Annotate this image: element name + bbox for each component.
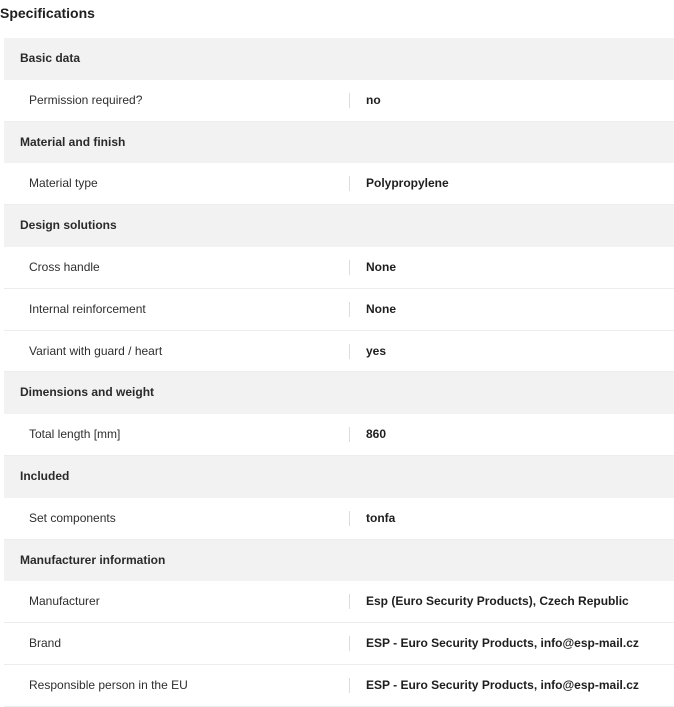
spec-value: Polypropylene xyxy=(366,176,449,191)
group-header-manufacturer-information xyxy=(4,540,674,582)
spec-label: Set components xyxy=(29,510,116,525)
column-divider xyxy=(349,344,350,359)
spec-row-brand xyxy=(4,623,674,665)
spec-row-cross-handle xyxy=(4,247,674,289)
specifications-table xyxy=(4,38,674,707)
spec-value: Esp (Euro Security Products), Czech Republic xyxy=(366,594,629,609)
spec-row-material-type xyxy=(4,163,674,205)
column-divider xyxy=(349,302,350,317)
spec-label: Material type xyxy=(29,176,98,191)
spec-row-variant-with-guard xyxy=(4,331,674,373)
group-label: Included xyxy=(20,468,70,483)
column-divider xyxy=(349,427,350,442)
spec-label: Cross handle xyxy=(29,259,100,274)
spec-label: Permission required? xyxy=(29,92,143,107)
group-header-included xyxy=(4,456,674,498)
group-label: Manufacturer information xyxy=(20,552,166,567)
spec-label: Manufacturer xyxy=(29,594,100,609)
column-divider xyxy=(349,511,350,526)
group-label: Design solutions xyxy=(20,218,117,233)
column-divider xyxy=(349,93,350,108)
spec-label: Total length [mm] xyxy=(29,427,121,442)
spec-row-permission-required xyxy=(4,80,674,122)
group-label: Dimensions and weight xyxy=(20,385,155,400)
column-divider xyxy=(349,176,350,191)
spec-row-set-components xyxy=(4,498,674,540)
section-title: Specifications xyxy=(0,5,95,21)
spec-value: ESP - Euro Security Products, info@esp-mail.cz xyxy=(366,677,639,692)
group-header-design-solutions xyxy=(4,205,674,247)
group-label: Material and finish xyxy=(20,134,126,149)
spec-row-manufacturer xyxy=(4,581,674,623)
spec-value: None xyxy=(366,301,396,316)
spec-value: None xyxy=(366,259,396,274)
spec-label: Internal reinforcement xyxy=(29,301,146,316)
spec-value: no xyxy=(366,92,381,107)
column-divider xyxy=(349,636,350,651)
spec-value: ESP - Euro Security Products, info@esp-mail.cz xyxy=(366,636,639,651)
group-header-material-and-finish xyxy=(4,122,674,164)
spec-label: Responsible person in the EU xyxy=(29,677,188,692)
group-header-basic-data xyxy=(4,38,674,80)
column-divider xyxy=(349,594,350,609)
spec-row-internal-reinforcement xyxy=(4,289,674,331)
spec-value: yes xyxy=(366,343,387,358)
spec-value: tonfa xyxy=(366,510,396,525)
column-divider xyxy=(349,678,350,693)
spec-row-total-length xyxy=(4,414,674,456)
spec-row-responsible-person-eu xyxy=(4,665,674,707)
group-label: Basic data xyxy=(20,51,81,65)
spec-label: Brand xyxy=(29,636,62,651)
spec-value: 860 xyxy=(366,427,387,442)
column-divider xyxy=(349,260,350,275)
spec-label: Variant with guard / heart xyxy=(29,343,163,358)
group-header-dimensions-and-weight xyxy=(4,372,674,414)
